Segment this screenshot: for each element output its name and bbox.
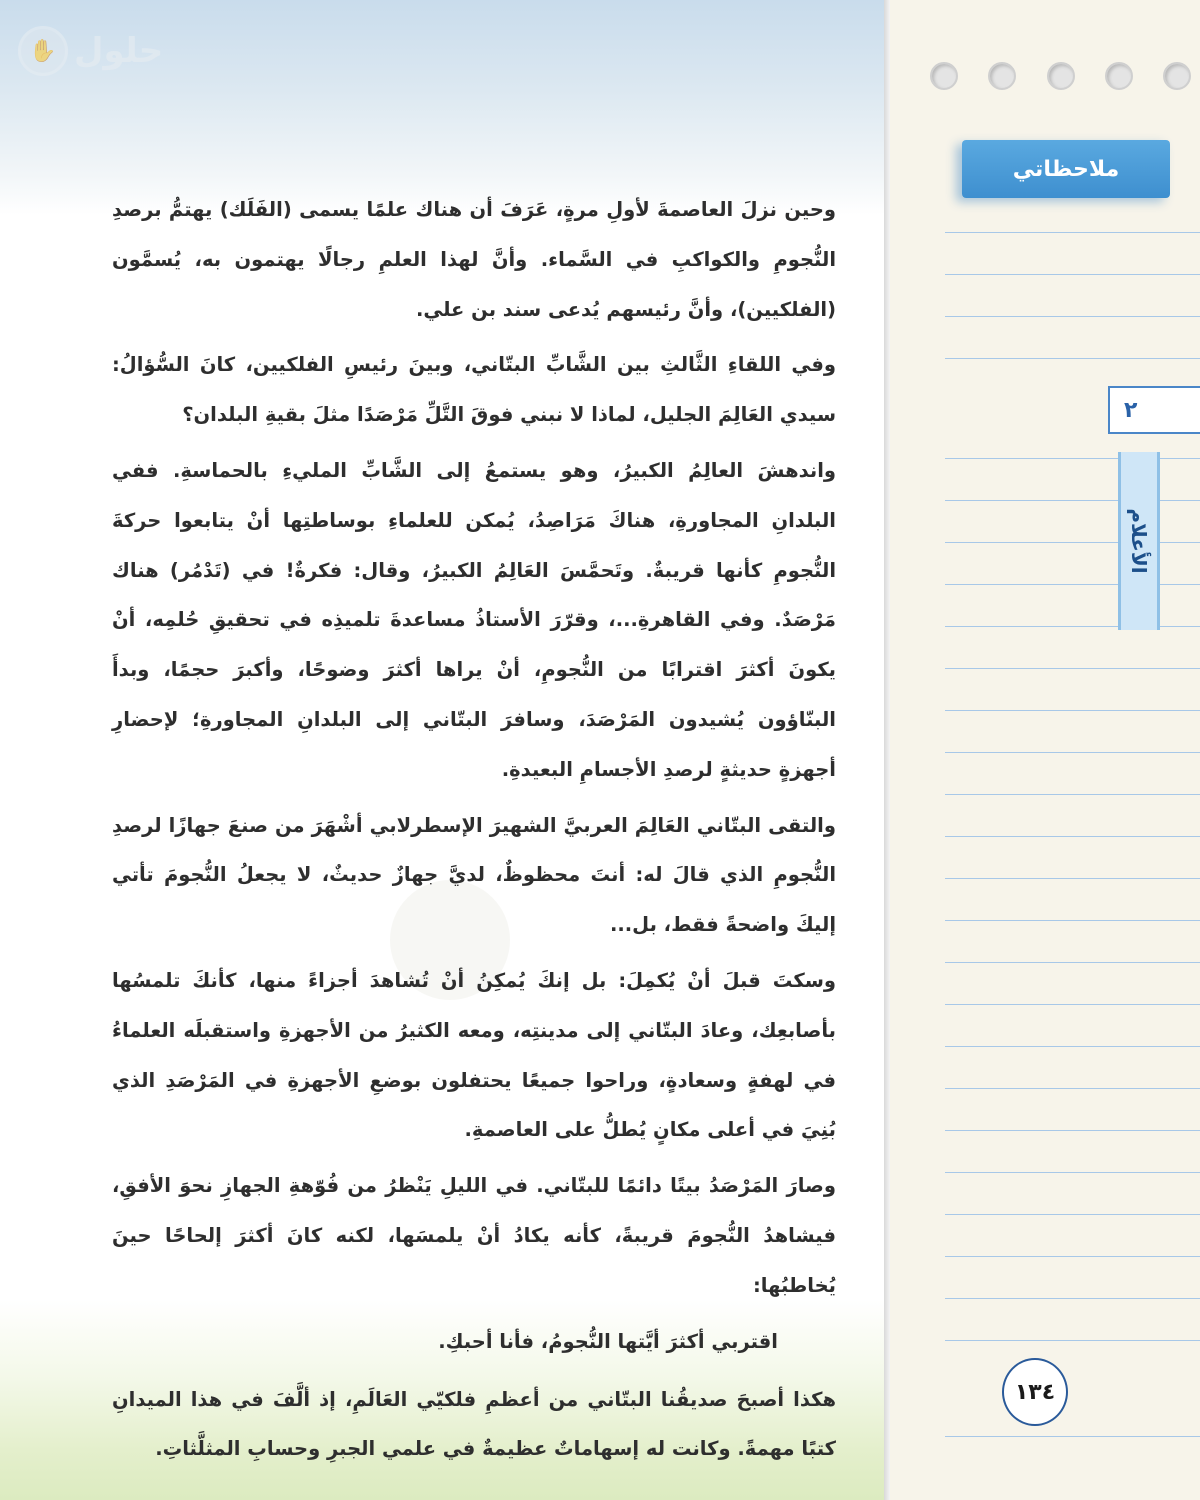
paragraph: وسكتَ قبلَ أنْ يُكمِلَ: بل إنكَ يُمكِنُ أنْ تُشاهدَ أجزاءً منها، كأنكَ تلمسُها بأصابعِك، وعادَ البتّاني إلى مدينتِه، ومعه الكثيرُ من الأجهزةِ واستقبلَه العلماءُ في لهفةٍ وسعادةٍ، وراحوا جميعًا يحتفلون بوضعِ الأجهزةِ في المَرْصَدِ الذي بُنِيَ في أعلى مكانٍ يُطلُّ على العاصمةِ. [112,968,836,1142]
notes-header [962,140,1170,198]
page-number: ١٣٤ [1014,1379,1056,1405]
binder-hole-icon [988,62,1016,90]
story-text [112,185,836,1474]
note-line [945,1088,1200,1089]
note-line [945,878,1200,879]
note-line [945,1436,1200,1437]
quote-line: اقتربي أكثرَ أيَّتها النُّجومُ، فأنا أحبكِ. [438,1329,778,1353]
unit-number: ٢ [1124,397,1138,423]
closing-paragraph: هكذا أصبحَ صديقُنا البتّاني من أعظمِ فلكيّي العَالَمِ، إذ ألَّفَ في هذا الميدانِ كتبًا مهمةً. وكانت له إسهاماتٌ عظيمةٌ في علمي الجبرِ وحسابِ المثلَّثاتِ. [112,1387,836,1461]
note-line [945,794,1200,795]
paragraph: واندهشَ العالِمُ الكبيرُ، وهو يستمعُ إلى الشَّابِّ المليءِ بالحماسةِ. ففي البلدانِ المجاورةِ، هناكَ مَرَاصِدُ، يُمكن للعلماءِ بوساطتِها أنْ يتابعوا حركةَ النُّجومِ كأنها قريبةٌ. وتَحمَّسَ العَالِمُ الكبيرُ، وقال: فكرةٌ! في (تَدْمُر) هناك مَرْصَدٌ. وفي القاهرةِ...، وقرّرَ الأستاذُ مساعدةَ تلميذِه في تحقيقِ حُلمِه، أنْ يكونَ أكثرَ اقترابًا من النُّجومِ، أنْ يراها أكثرَ وضوحًا، وأكبرَ حجمًا، وبدأَ البنّاؤون يُشيدون المَرْصَدَ، وسافرَ البتّاني إلى البلدانِ المجاورةِ؛ لإحضارِ أجهزةٍ حديثةٍ لرصدِ الأجسامِ البعيدةِ. [112,458,836,781]
note-line [945,584,1200,585]
notes-sidebar [890,0,1200,1500]
note-line [945,752,1200,753]
note-line [945,500,1200,501]
note-line [945,542,1200,543]
note-line [945,1172,1200,1173]
note-line [945,668,1200,669]
note-line [945,316,1200,317]
note-line [945,358,1200,359]
binder-hole-icon [1163,62,1191,90]
note-line [945,1214,1200,1215]
binder-hole-icon [1105,62,1133,90]
note-line [945,836,1200,837]
page-number-badge [1002,1358,1068,1426]
note-line [945,1256,1200,1257]
note-line [945,962,1200,963]
theme-label: الأعلام [1127,508,1151,574]
site-logo [18,26,163,76]
note-line [945,920,1200,921]
note-line [945,626,1200,627]
note-line [945,1298,1200,1299]
binder-hole-icon [930,62,958,90]
note-line [945,710,1200,711]
note-line [945,1004,1200,1005]
paragraph: وصارَ المَرْصَدُ بيتًا دائمًا للبتّاني. في الليلِ يَنْظرُ من فُوّهةِ الجهازِ نحوَ الأفقِ، فيشاهدُ النُّجومَ قريبةً، كأنه يكادُ أنْ يلمسَها، لكنه كانَ أكثرَ إلحاحًا حينَ يُخاطبُها: [112,1174,836,1297]
notes-title: ملاحظاتي [1012,156,1120,182]
paragraph: وحين نزلَ العاصمةَ لأولِ مرةٍ، عَرَفَ أن هناك علمًا يسمى (الفَلَك) يهتمُّ برصدِ النُّجومِ والكواكبِ في السَّماء. وأنَّ لهذا العلمِ رجالًا يهتمون به، يُسمَّون (الفلكيين)، وأنَّ رئيسهم يُدعى سند بن علي. [112,198,836,321]
unit-number-badge [1108,386,1200,434]
note-line [945,458,1200,459]
note-line [945,1046,1200,1047]
logo-text: حلول [74,31,164,71]
note-line [945,274,1200,275]
note-line [945,1130,1200,1131]
binder-hole-icon [1047,62,1075,90]
logo-icon: ✋ [18,26,68,76]
note-line [945,1340,1200,1341]
theme-ribbon [1118,452,1160,630]
paragraph: وفي اللقاءِ الثَّالثِ بين الشَّابِّ البتّاني، وبينَ رئيسِ الفلكيين، كانَ السُّؤالُ: سيدي العَالِمَ الجليل، لماذا لا نبني فوقَ التَّلِّ مَرْصَدًا مثلَ بقيةِ البلدان؟ [112,353,836,427]
note-line [945,232,1200,233]
paragraph: والتقى البتّاني العَالِمَ العربيَّ الشهيرَ الإسطرلابي أشْهَرَ من صنعَ جهازًا لرصدِ النُّجومِ الذي قالَ له: أنتَ محظوظٌ، لديَّ جهازٌ حديثٌ، لا يجعلُ النُّجومَ تأتي إليكَ واضحةً فقط، بل... [112,813,836,937]
